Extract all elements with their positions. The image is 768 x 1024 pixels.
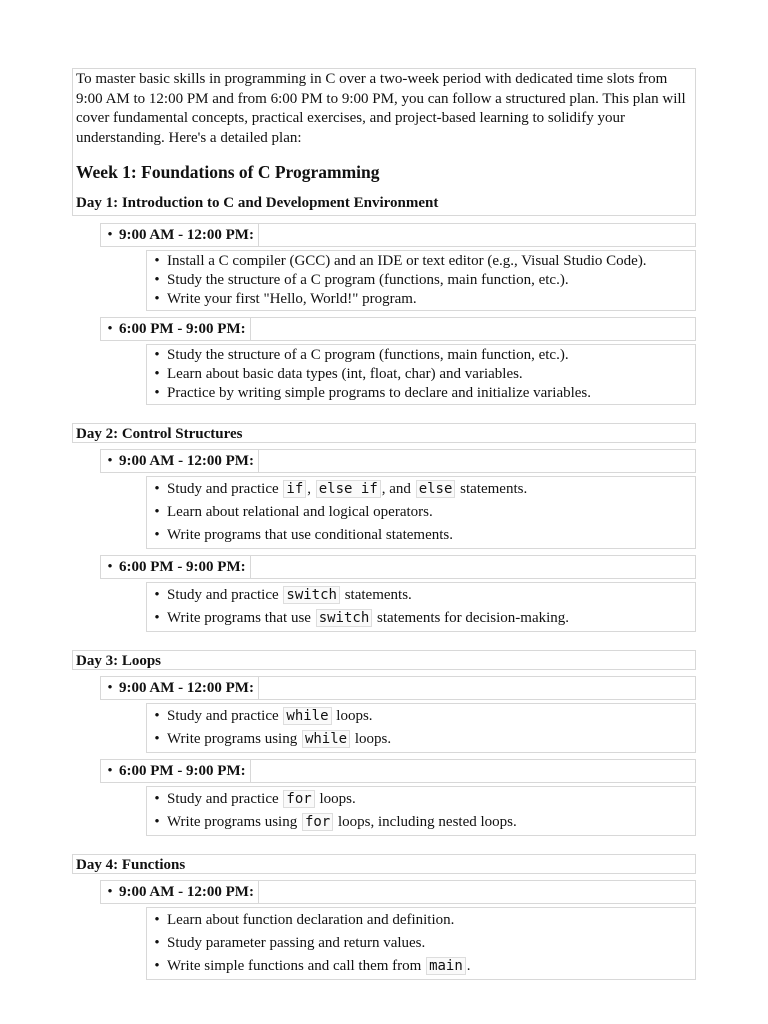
bullet-icon: • <box>107 453 113 469</box>
text-fragment: Write programs using <box>167 731 301 747</box>
bullet-icon: • <box>154 912 160 928</box>
list-item-text <box>167 290 417 309</box>
code-keyword: else <box>416 480 456 498</box>
list-item <box>147 955 695 978</box>
time-slot-label: 6:00 PM - 9:00 PM: <box>119 556 251 578</box>
text-fragment: Practice by writing simple programs to declare and initialize variables. <box>167 385 592 401</box>
time-slot <box>100 759 696 783</box>
day-4-heading: Day 4: Functions <box>72 854 696 874</box>
list-item-text <box>167 811 517 834</box>
list-item <box>147 932 695 955</box>
list-item-text <box>167 365 523 384</box>
code-keyword: while <box>302 730 350 748</box>
bullet-icon: • <box>154 481 160 497</box>
list-item-text <box>167 932 425 955</box>
bullet-icon: • <box>107 227 113 243</box>
time-slot <box>100 449 696 473</box>
list-item-text <box>167 607 569 630</box>
bullet-icon: • <box>154 731 160 747</box>
bullet-icon: • <box>154 385 160 401</box>
text-fragment: , <box>307 481 315 497</box>
bullet-icon: • <box>154 291 160 307</box>
code-keyword: main <box>426 957 466 975</box>
time-slot-label: 6:00 PM - 9:00 PM: <box>119 760 251 782</box>
code-keyword: for <box>302 813 333 831</box>
time-slot-label: 6:00 PM - 9:00 PM: <box>119 318 251 340</box>
text-fragment: Learn about function declaration and definition. <box>167 912 455 928</box>
text-fragment: , and <box>381 481 415 497</box>
time-slot-label: 9:00 AM - 12:00 PM: <box>119 450 259 472</box>
list-item <box>147 728 695 751</box>
day-spacer <box>72 632 696 650</box>
time-slot-label: 9:00 AM - 12:00 PM: <box>119 224 259 246</box>
time-slot <box>100 676 696 700</box>
text-fragment: Write programs that use <box>167 610 315 626</box>
list-item-text <box>167 478 527 501</box>
bullet-icon: • <box>107 884 113 900</box>
text-fragment: Study and practice <box>167 587 283 603</box>
list-item <box>147 384 695 403</box>
bullet-icon: • <box>154 958 160 974</box>
bullet-icon: • <box>154 366 160 382</box>
list-item-text <box>167 728 391 751</box>
day-3-heading: Day 3: Loops <box>72 650 696 670</box>
list-item <box>147 501 695 524</box>
list-item <box>147 811 695 834</box>
day-spacer <box>72 836 696 854</box>
text-fragment: Study the structure of a C program (functions, main function, etc.). <box>167 347 569 363</box>
bullet-icon: • <box>154 272 160 288</box>
list-item-text <box>167 271 569 290</box>
time-slot <box>100 880 696 904</box>
text-fragment: Install a C compiler (GCC) and an IDE or text editor (e.g., Visual Studio Code). <box>167 253 647 269</box>
text-fragment: Study and practice <box>167 481 283 497</box>
list-item <box>147 271 695 290</box>
list-item-text <box>167 788 356 811</box>
bullet-icon: • <box>154 610 160 626</box>
list-item-text <box>167 584 412 607</box>
bullet-icon: • <box>107 321 113 337</box>
bullet-icon: • <box>154 253 160 269</box>
list-item-text <box>167 346 569 365</box>
text-fragment: Study and practice <box>167 708 283 724</box>
intro-paragraph: To master basic skills in programming in C over a two-week period with dedicated time slots from 9:00 AM to 12:00 PM and from 6:00 PM to 9:00 PM, you can follow a structured plan. This plan will cover fundamental concepts, practical exercises, and project-based learning to solidify your understanding. Here's a detailed plan: <box>76 71 686 146</box>
day-1-heading: Day 1: Introduction to C and Development Environment <box>76 195 439 211</box>
text-fragment: Write programs using <box>167 814 301 830</box>
bullet-icon: • <box>154 814 160 830</box>
list-item-text <box>167 909 454 932</box>
list-item-text <box>167 705 373 728</box>
code-keyword: switch <box>316 609 373 627</box>
code-keyword: if <box>283 480 306 498</box>
text-fragment: Write simple functions and call them from <box>167 958 426 974</box>
text-fragment: loops. <box>351 731 392 747</box>
text-fragment: Learn about basic data types (int, float, char) and variables. <box>167 366 523 382</box>
list-item-text <box>167 252 647 271</box>
text-fragment: statements. <box>340 587 412 603</box>
time-slot <box>100 317 696 341</box>
text-fragment: statements for decision-making. <box>373 610 570 626</box>
time-slot <box>100 223 696 247</box>
bullet-icon: • <box>107 559 113 575</box>
text-fragment: loops. <box>332 708 373 724</box>
list-item <box>147 252 695 271</box>
list-item-text <box>167 384 591 403</box>
text-fragment: Study the structure of a C program (functions, main function, etc.). <box>167 272 569 288</box>
time-slot <box>100 555 696 579</box>
list-item <box>147 705 695 728</box>
text-fragment: Learn about relational and logical operators. <box>167 504 433 520</box>
list-item <box>147 478 695 501</box>
code-keyword: while <box>283 707 331 725</box>
list-item-text <box>167 955 471 978</box>
intro-section <box>72 68 696 216</box>
bullet-icon: • <box>154 347 160 363</box>
text-fragment: Study and practice <box>167 791 283 807</box>
text-fragment: . <box>466 958 471 974</box>
bullet-icon: • <box>154 708 160 724</box>
task-list <box>146 582 696 632</box>
list-item <box>147 909 695 932</box>
text-fragment: Write programs that use conditional statements. <box>167 527 453 543</box>
list-item-text <box>167 524 453 547</box>
bullet-icon: • <box>154 791 160 807</box>
task-list <box>146 250 696 311</box>
time-slot-label: 9:00 AM - 12:00 PM: <box>119 677 259 699</box>
text-fragment: Write your first "Hello, World!" program. <box>167 291 417 307</box>
task-list <box>146 344 696 405</box>
task-list <box>146 476 696 549</box>
code-keyword: switch <box>283 586 340 604</box>
list-item-text <box>167 501 433 524</box>
text-fragment: statements. <box>456 481 528 497</box>
list-item <box>147 607 695 630</box>
bullet-icon: • <box>107 680 113 696</box>
list-item <box>147 584 695 607</box>
list-item <box>147 346 695 365</box>
bullet-icon: • <box>154 504 160 520</box>
list-item <box>147 290 695 309</box>
bullet-icon: • <box>107 763 113 779</box>
text-fragment: Study parameter passing and return values. <box>167 935 426 951</box>
task-list <box>146 703 696 753</box>
list-item <box>147 524 695 547</box>
day-spacer <box>72 405 696 423</box>
list-item <box>147 365 695 384</box>
week-1-heading: Week 1: Foundations of C Programming <box>76 162 380 182</box>
code-keyword: for <box>283 790 314 808</box>
task-list <box>146 786 696 836</box>
time-slot-label: 9:00 AM - 12:00 PM: <box>119 881 259 903</box>
bullet-icon: • <box>154 935 160 951</box>
bullet-icon: • <box>154 587 160 603</box>
text-fragment: loops. <box>315 791 356 807</box>
task-list <box>146 907 696 980</box>
text-fragment: loops, including nested loops. <box>334 814 517 830</box>
code-keyword: else if <box>316 480 381 498</box>
days-container <box>72 223 696 980</box>
bullet-icon: • <box>154 527 160 543</box>
document <box>72 68 696 980</box>
day-2-heading: Day 2: Control Structures <box>72 423 696 443</box>
list-item <box>147 788 695 811</box>
